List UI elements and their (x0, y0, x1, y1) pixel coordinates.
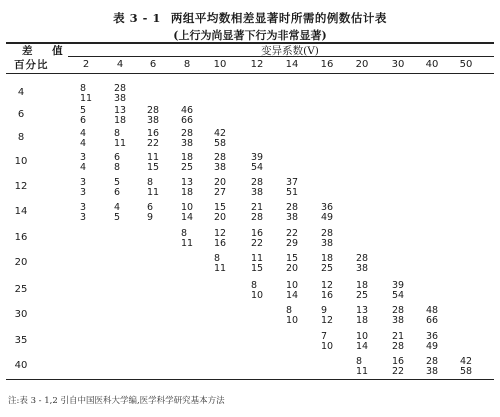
cell-lower-value: 58 (214, 138, 227, 149)
column-header: 20 (355, 59, 369, 70)
cell-upper-value: 3 (80, 152, 87, 163)
cell-upper-value: 4 (114, 202, 121, 213)
cell-lower-value: 20 (214, 212, 227, 223)
cell-upper-value: 42 (460, 356, 473, 367)
column-header: 4 (116, 59, 124, 70)
cell-upper-value: 20 (214, 177, 227, 188)
cell-lower-value: 10 (321, 341, 334, 352)
cell-lower-value: 38 (356, 263, 369, 274)
corner-header-top: 差 值 (22, 45, 71, 57)
table-cell (321, 229, 349, 249)
cell-upper-value: 7 (321, 331, 328, 342)
cell-lower-value: 29 (286, 238, 299, 249)
cell-lower-value: 15 (251, 263, 264, 274)
table-cell (251, 153, 279, 173)
cell-lower-value: 22 (147, 138, 160, 149)
table-cell (286, 178, 314, 198)
cell-lower-value: 25 (181, 162, 194, 173)
cell-upper-value: 28 (251, 177, 264, 188)
cell-lower-value: 27 (214, 187, 227, 198)
footnote: 注:表 3 - 1,2 引自中国医科大学编,医学科学研究基本方法 (8, 396, 225, 406)
cell-lower-value: 54 (251, 162, 264, 173)
cell-upper-value: 28 (181, 128, 194, 139)
cell-upper-value: 8 (286, 305, 293, 316)
cell-upper-value: 8 (80, 83, 87, 94)
cell-lower-value: 18 (356, 315, 369, 326)
table-cell (214, 153, 242, 173)
table-cell (321, 306, 349, 326)
cell-lower-value: 15 (147, 162, 160, 173)
table-cell (80, 129, 108, 149)
cell-upper-value: 10 (286, 280, 299, 291)
table-cell (251, 178, 279, 198)
cell-lower-value: 14 (181, 212, 194, 223)
table-cell (114, 178, 142, 198)
table-cell (321, 254, 349, 274)
row-label: 35 (14, 335, 28, 346)
cell-upper-value: 16 (147, 128, 160, 139)
cell-lower-value: 38 (392, 315, 405, 326)
table-cell (426, 357, 454, 377)
cell-upper-value: 13 (356, 305, 369, 316)
cell-lower-value: 14 (286, 290, 299, 301)
cell-upper-value: 15 (214, 202, 227, 213)
cell-upper-value: 37 (286, 177, 299, 188)
table-cell (114, 203, 142, 223)
table-cell (356, 306, 384, 326)
column-header: 8 (183, 59, 191, 70)
table-cell (114, 106, 142, 126)
table-cell (214, 178, 242, 198)
column-header: 16 (320, 59, 334, 70)
cell-upper-value: 46 (181, 105, 194, 116)
table-cell (286, 306, 314, 326)
column-header: 14 (285, 59, 299, 70)
header-bottom-rule (6, 73, 494, 74)
cell-upper-value: 6 (147, 202, 154, 213)
cell-upper-value: 21 (392, 331, 405, 342)
cell-lower-value: 11 (80, 93, 93, 104)
cell-lower-value: 11 (147, 187, 160, 198)
cell-upper-value: 12 (321, 280, 334, 291)
table-cell (321, 281, 349, 301)
row-label: 14 (14, 206, 28, 217)
cell-lower-value: 10 (251, 290, 264, 301)
cell-lower-value: 25 (356, 290, 369, 301)
table-cell (286, 254, 314, 274)
cell-lower-value: 38 (181, 138, 194, 149)
cell-upper-value: 8 (214, 253, 221, 264)
table-cell (356, 357, 384, 377)
table-cell (286, 281, 314, 301)
column-header: 2 (82, 59, 90, 70)
table-cell (251, 254, 279, 274)
table-cell (321, 203, 349, 223)
row-label: 30 (14, 309, 28, 320)
cell-lower-value: 22 (251, 238, 264, 249)
cell-upper-value: 18 (321, 253, 334, 264)
cell-lower-value: 25 (321, 263, 334, 274)
cell-upper-value: 3 (80, 202, 87, 213)
table-cell (214, 254, 242, 274)
row-label: 20 (14, 257, 28, 268)
cell-upper-value: 4 (80, 128, 87, 139)
cell-upper-value: 39 (392, 280, 405, 291)
cell-lower-value: 58 (460, 366, 473, 377)
table-cell (356, 332, 384, 352)
cell-lower-value: 51 (286, 187, 299, 198)
table-cell (392, 332, 420, 352)
table-cell (147, 153, 175, 173)
table-cell (286, 229, 314, 249)
table-cell (214, 229, 242, 249)
cell-lower-value: 38 (214, 162, 227, 173)
table-cell (181, 178, 209, 198)
cell-upper-value: 16 (392, 356, 405, 367)
cell-upper-value: 21 (251, 202, 264, 213)
table-cell (426, 332, 454, 352)
row-label: 25 (14, 284, 28, 295)
cell-lower-value: 66 (181, 115, 194, 126)
table-cell (147, 129, 175, 149)
cell-upper-value: 28 (286, 202, 299, 213)
cell-lower-value: 12 (321, 315, 334, 326)
table-cell (392, 281, 420, 301)
cell-upper-value: 8 (147, 177, 154, 188)
table-cell (251, 229, 279, 249)
cell-upper-value: 10 (356, 331, 369, 342)
table-cell (80, 203, 108, 223)
cell-lower-value: 10 (286, 315, 299, 326)
cell-lower-value: 66 (426, 315, 439, 326)
table-cell (356, 281, 384, 301)
cv-header: 变异系数(V) (261, 45, 319, 57)
table-cell (80, 178, 108, 198)
cell-lower-value: 5 (114, 212, 121, 223)
corner-header-bottom: 百分比 (14, 59, 49, 71)
row-label: 8 (17, 132, 25, 143)
cell-lower-value: 38 (114, 93, 127, 104)
cell-lower-value: 28 (392, 341, 405, 352)
table-cell (181, 129, 209, 149)
cell-lower-value: 54 (392, 290, 405, 301)
table-cell (181, 203, 209, 223)
cell-upper-value: 8 (251, 280, 258, 291)
cell-lower-value: 11 (214, 263, 227, 274)
table-cell (321, 332, 349, 352)
cell-upper-value: 22 (286, 228, 299, 239)
cell-upper-value: 11 (147, 152, 160, 163)
cell-lower-value: 38 (426, 366, 439, 377)
cell-upper-value: 6 (114, 152, 121, 163)
cell-lower-value: 8 (114, 162, 121, 173)
cell-lower-value: 14 (356, 341, 369, 352)
row-label: 16 (14, 232, 28, 243)
row-label: 12 (14, 181, 28, 192)
cell-lower-value: 6 (114, 187, 121, 198)
table-cell (286, 203, 314, 223)
cell-lower-value: 11 (181, 238, 194, 249)
row-label: 40 (14, 360, 28, 371)
table-cell (181, 106, 209, 126)
cell-upper-value: 13 (181, 177, 194, 188)
cell-upper-value: 36 (426, 331, 439, 342)
table-cell (114, 153, 142, 173)
cell-lower-value: 38 (147, 115, 160, 126)
cell-upper-value: 15 (286, 253, 299, 264)
cell-upper-value: 5 (114, 177, 121, 188)
table-subtitle: (上行为尚显著下行为非常显著) (173, 29, 327, 42)
cell-lower-value: 4 (80, 138, 87, 149)
cell-upper-value: 8 (356, 356, 363, 367)
table-cell (147, 203, 175, 223)
cell-upper-value: 11 (251, 253, 264, 264)
table-cell (426, 306, 454, 326)
table-cell (147, 178, 175, 198)
cell-upper-value: 42 (214, 128, 227, 139)
cell-upper-value: 10 (181, 202, 194, 213)
cell-lower-value: 18 (114, 115, 127, 126)
cell-lower-value: 11 (114, 138, 127, 149)
column-header: 40 (425, 59, 439, 70)
cell-upper-value: 28 (392, 305, 405, 316)
cell-upper-value: 39 (251, 152, 264, 163)
row-label: 4 (17, 87, 25, 98)
cell-lower-value: 16 (321, 290, 334, 301)
cell-upper-value: 13 (114, 105, 127, 116)
cell-upper-value: 8 (114, 128, 121, 139)
cell-upper-value: 8 (181, 228, 188, 239)
cell-upper-value: 16 (251, 228, 264, 239)
cell-upper-value: 12 (214, 228, 227, 239)
row-label: 6 (17, 109, 25, 120)
table-cell (181, 153, 209, 173)
cell-upper-value: 48 (426, 305, 439, 316)
cell-lower-value: 6 (80, 115, 87, 126)
column-header: 6 (149, 59, 157, 70)
cell-upper-value: 9 (321, 305, 328, 316)
cell-lower-value: 20 (286, 263, 299, 274)
cell-upper-value: 3 (80, 177, 87, 188)
cell-upper-value: 18 (356, 280, 369, 291)
cell-lower-value: 4 (80, 162, 87, 173)
table-cell (251, 203, 279, 223)
column-header: 30 (391, 59, 405, 70)
table-cell (80, 84, 108, 104)
table-cell (356, 254, 384, 274)
table-cell (147, 106, 175, 126)
cell-upper-value: 28 (214, 152, 227, 163)
cell-lower-value: 11 (356, 366, 369, 377)
table-cell (251, 281, 279, 301)
cell-lower-value: 38 (286, 212, 299, 223)
table-cell (214, 129, 242, 149)
cell-lower-value: 9 (147, 212, 154, 223)
column-header: 50 (459, 59, 473, 70)
cell-lower-value: 3 (80, 187, 87, 198)
cell-upper-value: 28 (426, 356, 439, 367)
cell-lower-value: 49 (426, 341, 439, 352)
table-cell (114, 129, 142, 149)
row-label: 10 (14, 156, 28, 167)
cell-upper-value: 28 (147, 105, 160, 116)
cell-upper-value: 28 (114, 83, 127, 94)
table-cell (392, 357, 420, 377)
cell-lower-value: 3 (80, 212, 87, 223)
cell-upper-value: 28 (321, 228, 334, 239)
cell-upper-value: 28 (356, 253, 369, 264)
cell-lower-value: 38 (321, 238, 334, 249)
table-title (0, 10, 500, 26)
table-cell (80, 106, 108, 126)
table-cell (460, 357, 488, 377)
cell-lower-value: 49 (321, 212, 334, 223)
table-cell (214, 203, 242, 223)
table-number: 表 3 - 1 (113, 11, 161, 25)
column-header: 12 (250, 59, 264, 70)
cell-lower-value: 38 (251, 187, 264, 198)
cell-lower-value: 18 (181, 187, 194, 198)
cell-lower-value: 16 (214, 238, 227, 249)
cell-upper-value: 5 (80, 105, 87, 116)
cell-upper-value: 36 (321, 202, 334, 213)
cell-lower-value: 28 (251, 212, 264, 223)
cell-lower-value: 22 (392, 366, 405, 377)
table-title-text: 两组平均数相差显著时所需的例数估计表 (170, 11, 387, 25)
table-cell (392, 306, 420, 326)
table-cell (181, 229, 209, 249)
column-header: 10 (213, 59, 227, 70)
table-cell (114, 84, 142, 104)
cell-upper-value: 18 (181, 152, 194, 163)
bottom-rule (6, 379, 494, 380)
table-cell (80, 153, 108, 173)
